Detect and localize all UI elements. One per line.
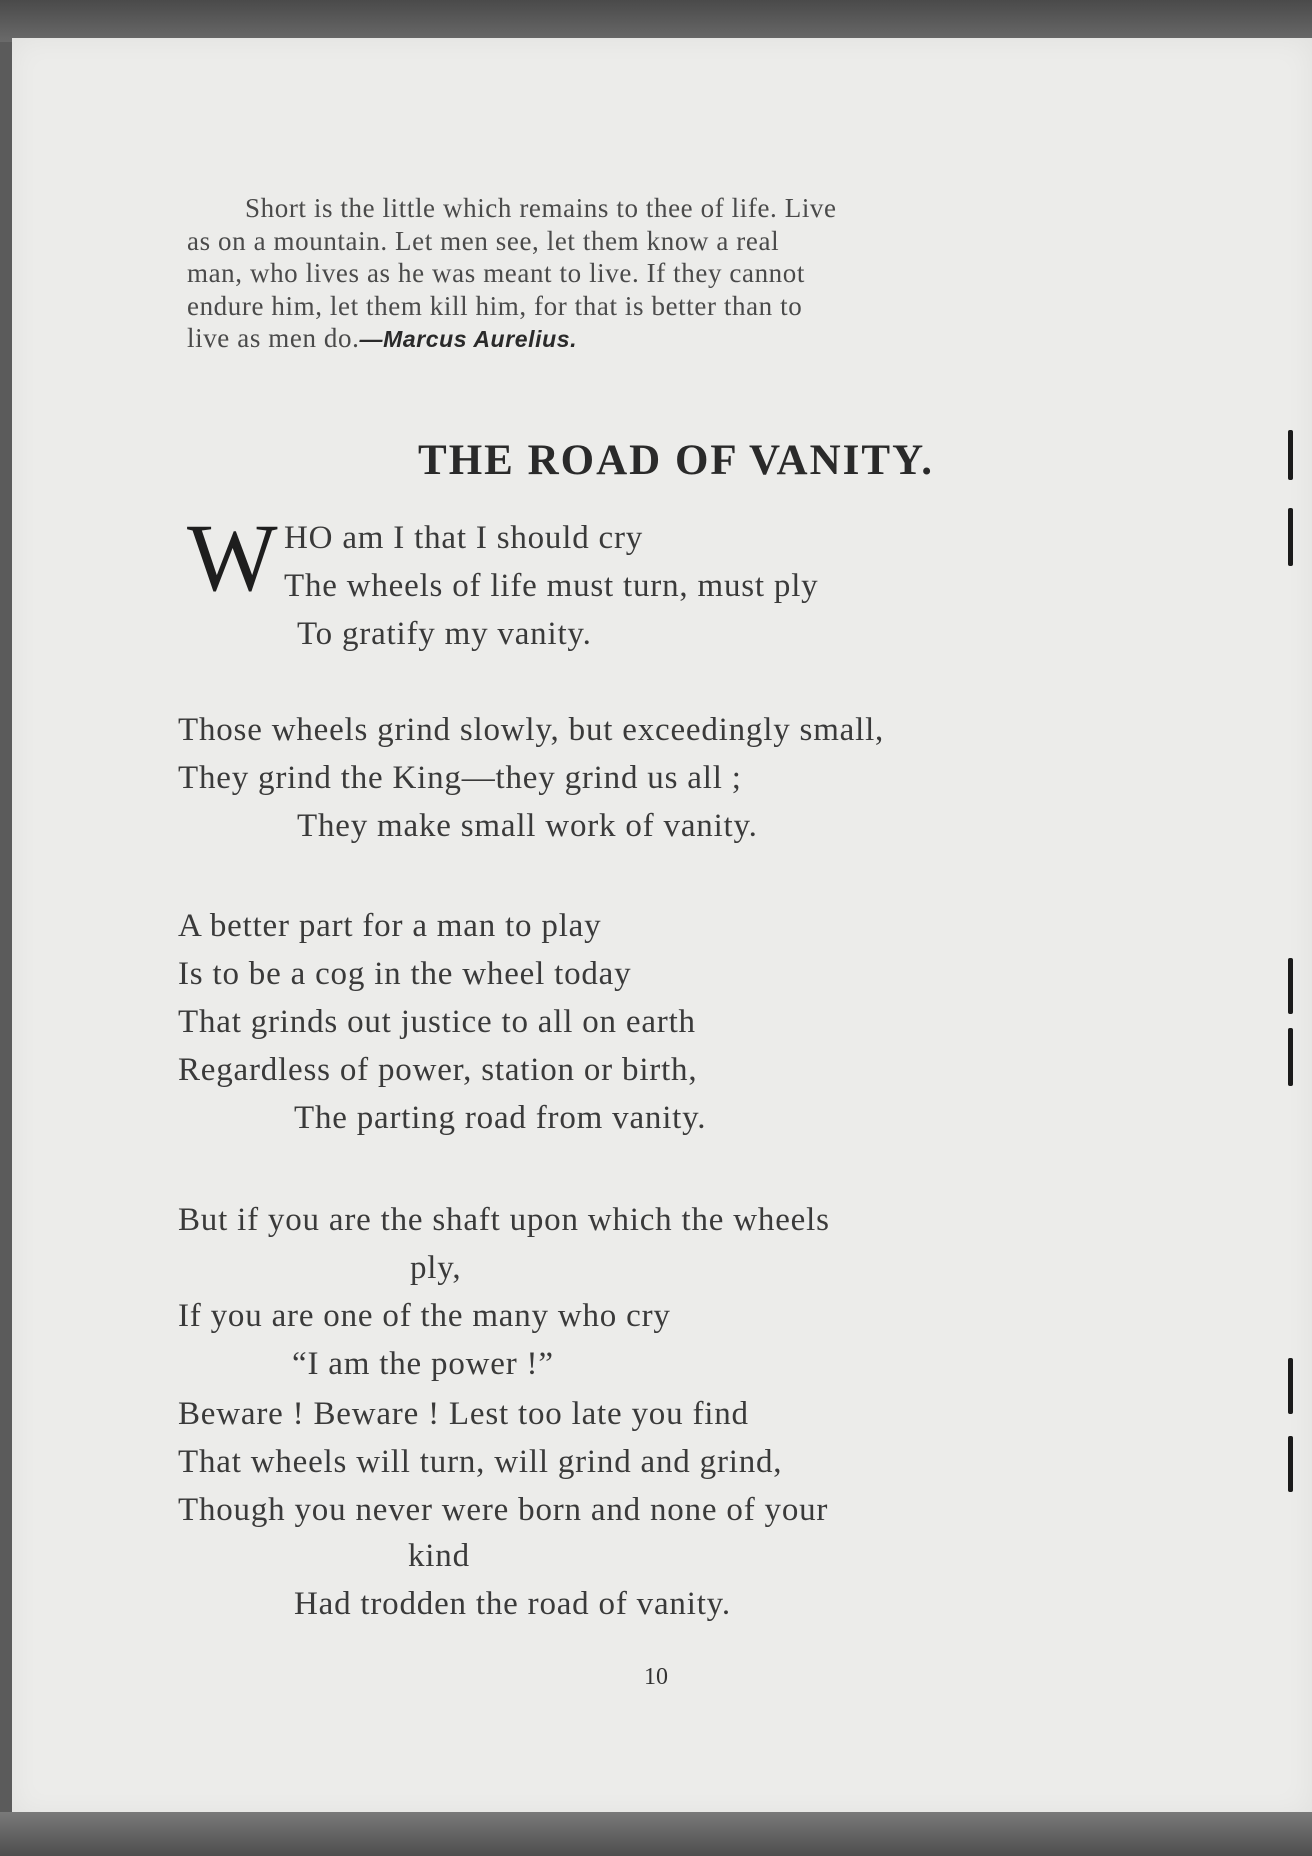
poem-line: If you are one of the many who cry <box>178 1298 671 1334</box>
page-number: 10 <box>644 1664 668 1690</box>
poem-line: ply, <box>410 1250 462 1286</box>
quote-line: Short is the little which remains to thee of life. Live <box>245 193 837 223</box>
poem-line: Beware ! Beware ! Lest too late you find <box>178 1396 749 1432</box>
poem-line: To gratify my vanity. <box>297 616 592 652</box>
poem-line: But if you are the shaft upon which the wheels <box>178 1202 830 1238</box>
quote-line: as on a mountain. Let men see, let them know a real <box>187 225 780 256</box>
poem-line: Though you never were born and none of your <box>178 1492 829 1528</box>
poem-line: A better part for a man to play <box>178 908 602 944</box>
quote-line: endure him, let them kill him, for that is better than to <box>187 290 803 321</box>
quote-attribution: —Marcus Aurelius. <box>359 326 578 352</box>
quote-text: live as men do. <box>187 323 360 353</box>
poem-title: THE ROAD OF VANITY. <box>418 437 934 484</box>
edge-mark <box>1288 1358 1293 1414</box>
poem-line: That grinds out justice to all on earth <box>178 1004 696 1040</box>
poem-line: kind <box>408 1538 470 1574</box>
scan-background-bottom <box>0 1812 1312 1856</box>
poem-line: “I am the power !” <box>292 1346 554 1382</box>
edge-mark <box>1288 958 1293 1014</box>
poem-line: Regardless of power, station or birth, <box>178 1052 698 1088</box>
poem-line: HO am I that I should cry <box>284 520 644 556</box>
poem-line: The wheels of life must turn, must ply <box>284 568 819 604</box>
poem-line: Is to be a cog in the wheel today <box>178 956 632 992</box>
poem-line: They make small work of vanity. <box>297 808 758 844</box>
edge-mark <box>1288 1028 1293 1086</box>
edge-mark <box>1288 1436 1293 1492</box>
poem-line: Had trodden the road of vanity. <box>294 1586 731 1622</box>
edge-mark <box>1288 508 1293 566</box>
poem-line: That wheels will turn, will grind and grind, <box>178 1444 783 1480</box>
quote-line-last <box>187 322 1127 355</box>
drop-cap-letter: W <box>187 504 278 611</box>
poem-line: The parting road from vanity. <box>294 1100 707 1136</box>
epigraph-quote <box>187 192 1127 355</box>
quote-line: man, who lives as he was meant to live. If they cannot <box>187 258 805 288</box>
scan-background-top <box>0 0 1312 42</box>
poem-line: They grind the King—they grind us all ; <box>178 760 742 796</box>
poem-line: Those wheels grind slowly, but exceedingly small, <box>178 712 885 748</box>
